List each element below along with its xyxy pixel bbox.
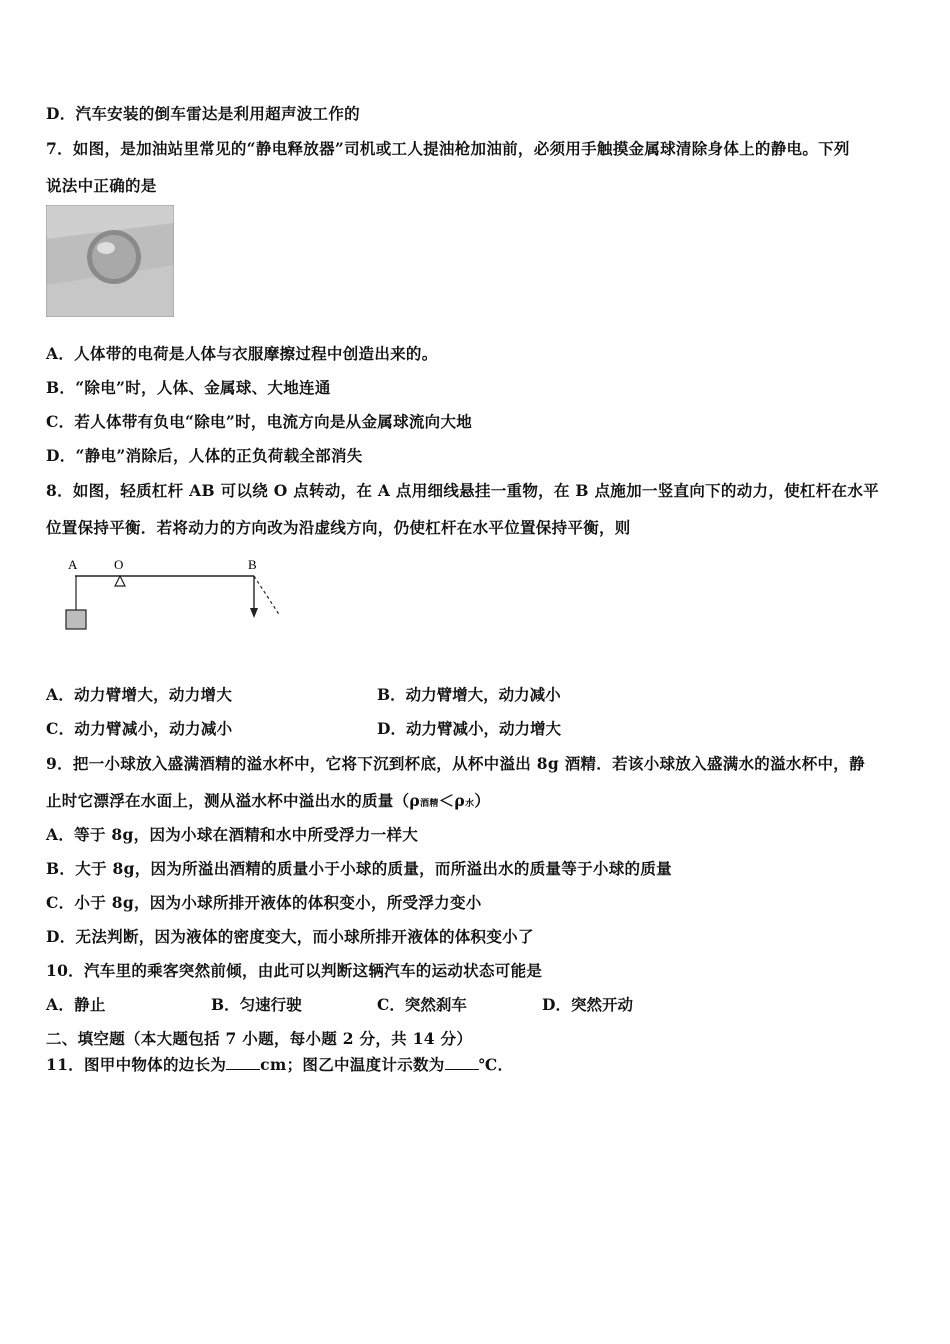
label-a: A bbox=[68, 557, 78, 572]
label-o: O bbox=[114, 557, 124, 572]
static-discharger-photo bbox=[46, 205, 174, 317]
q11-part3: ℃． bbox=[478, 1055, 514, 1074]
q11-part1: 11．图甲中物体的边长为 bbox=[46, 1055, 227, 1074]
dashed-direction bbox=[254, 576, 280, 616]
q9-stem-text: 止时它漂浮在水面上，测从溢水杯中溢出水的质量（ρ bbox=[46, 791, 421, 810]
q7-option-d: D．“静电”消除后，人体的正负荷载全部消失 bbox=[46, 446, 363, 465]
q9-stem-line1: 9．把一小球放入盛满酒精的溢水杯中，它将下沉到杯底，从杯中溢出 8g 酒精．若该小球放入盛满水的溢水杯中，静 bbox=[46, 754, 865, 773]
q10-option-d: D．突然开动 bbox=[542, 995, 633, 1014]
q7-stem-line1: 7．如图，是加油站里常见的“静电释放器”司机或工人提油枪加油前，必须用手触摸金属球清除身体上的静电。下列 bbox=[46, 139, 850, 158]
q10-option-b: B．匀速行驶 bbox=[211, 995, 302, 1014]
rho-sub-water: 水 bbox=[465, 799, 475, 809]
q10-option-a: A．静止 bbox=[46, 995, 106, 1014]
weight-block bbox=[66, 610, 86, 629]
q7-stem-line2: 说法中正确的是 bbox=[46, 176, 157, 195]
q11-stem bbox=[46, 1053, 513, 1075]
q9-stem-line2 bbox=[46, 789, 490, 811]
q10-option-c: C．突然刹车 bbox=[377, 995, 467, 1014]
less-than: ＜ρ bbox=[438, 791, 466, 810]
close-paren: ） bbox=[474, 791, 491, 810]
q7-option-c: C．若人体带有负电“除电”时，电流方向是从金属球流向大地 bbox=[46, 412, 473, 431]
q8-option-c: C．动力臂减小，动力减小 bbox=[46, 719, 233, 738]
q7-option-b: B．“除电”时，人体、金属球、大地连通 bbox=[46, 378, 331, 397]
rho-sub-alcohol: 酒精 bbox=[420, 799, 439, 809]
force-arrowhead bbox=[250, 608, 258, 618]
q9-option-a: A．等于 8g，因为小球在酒精和水中所受浮力一样大 bbox=[46, 825, 419, 844]
q7-option-a: A．人体带的电荷是人体与衣服摩擦过程中创造出来的。 bbox=[46, 344, 438, 363]
q8-option-b: B．动力臂增大，动力减小 bbox=[377, 685, 561, 704]
fulcrum bbox=[115, 576, 125, 586]
q10-stem: 10．汽车里的乘客突然前倾，由此可以判断这辆汽车的运动状态可能是 bbox=[46, 961, 543, 980]
section2-title: 二、填空题（本大题包括 7 小题，每小题 2 分，共 14 分） bbox=[46, 1029, 473, 1048]
q9-option-b: B．大于 8g，因为所溢出酒精的质量小于小球的质量，而所溢出水的质量等于小球的质量 bbox=[46, 859, 672, 878]
label-b: B bbox=[248, 557, 257, 572]
q6-option-d: D．汽车安装的倒车雷达是利用超声波工作的 bbox=[46, 104, 360, 123]
blank-temperature[interactable] bbox=[445, 1055, 479, 1070]
blank-length[interactable] bbox=[226, 1055, 260, 1070]
q8-stem-line1: 8．如图，轻质杠杆 AB 可以绕 O 点转动，在 A 点用细线悬挂一重物，在 B 点施加一竖直向下的动力，使杠杆在水平 bbox=[46, 481, 879, 500]
q9-option-c: C．小于 8g，因为小球所排开液体的体积变小，所受浮力变小 bbox=[46, 893, 482, 912]
q8-option-a: A．动力臂增大，动力增大 bbox=[46, 685, 233, 704]
q8-option-d: D．动力臂减小，动力增大 bbox=[377, 719, 561, 738]
q11-part2: cm；图乙中温度计示数为 bbox=[260, 1055, 445, 1074]
lever-diagram bbox=[58, 554, 298, 644]
q9-option-d: D．无法判断，因为液体的密度变大，而小球所排开液体的体积变小了 bbox=[46, 927, 534, 946]
q8-stem-line2: 位置保持平衡．若将动力的方向改为沿虚线方向，仍使杠杆在水平位置保持平衡，则 bbox=[46, 518, 631, 537]
